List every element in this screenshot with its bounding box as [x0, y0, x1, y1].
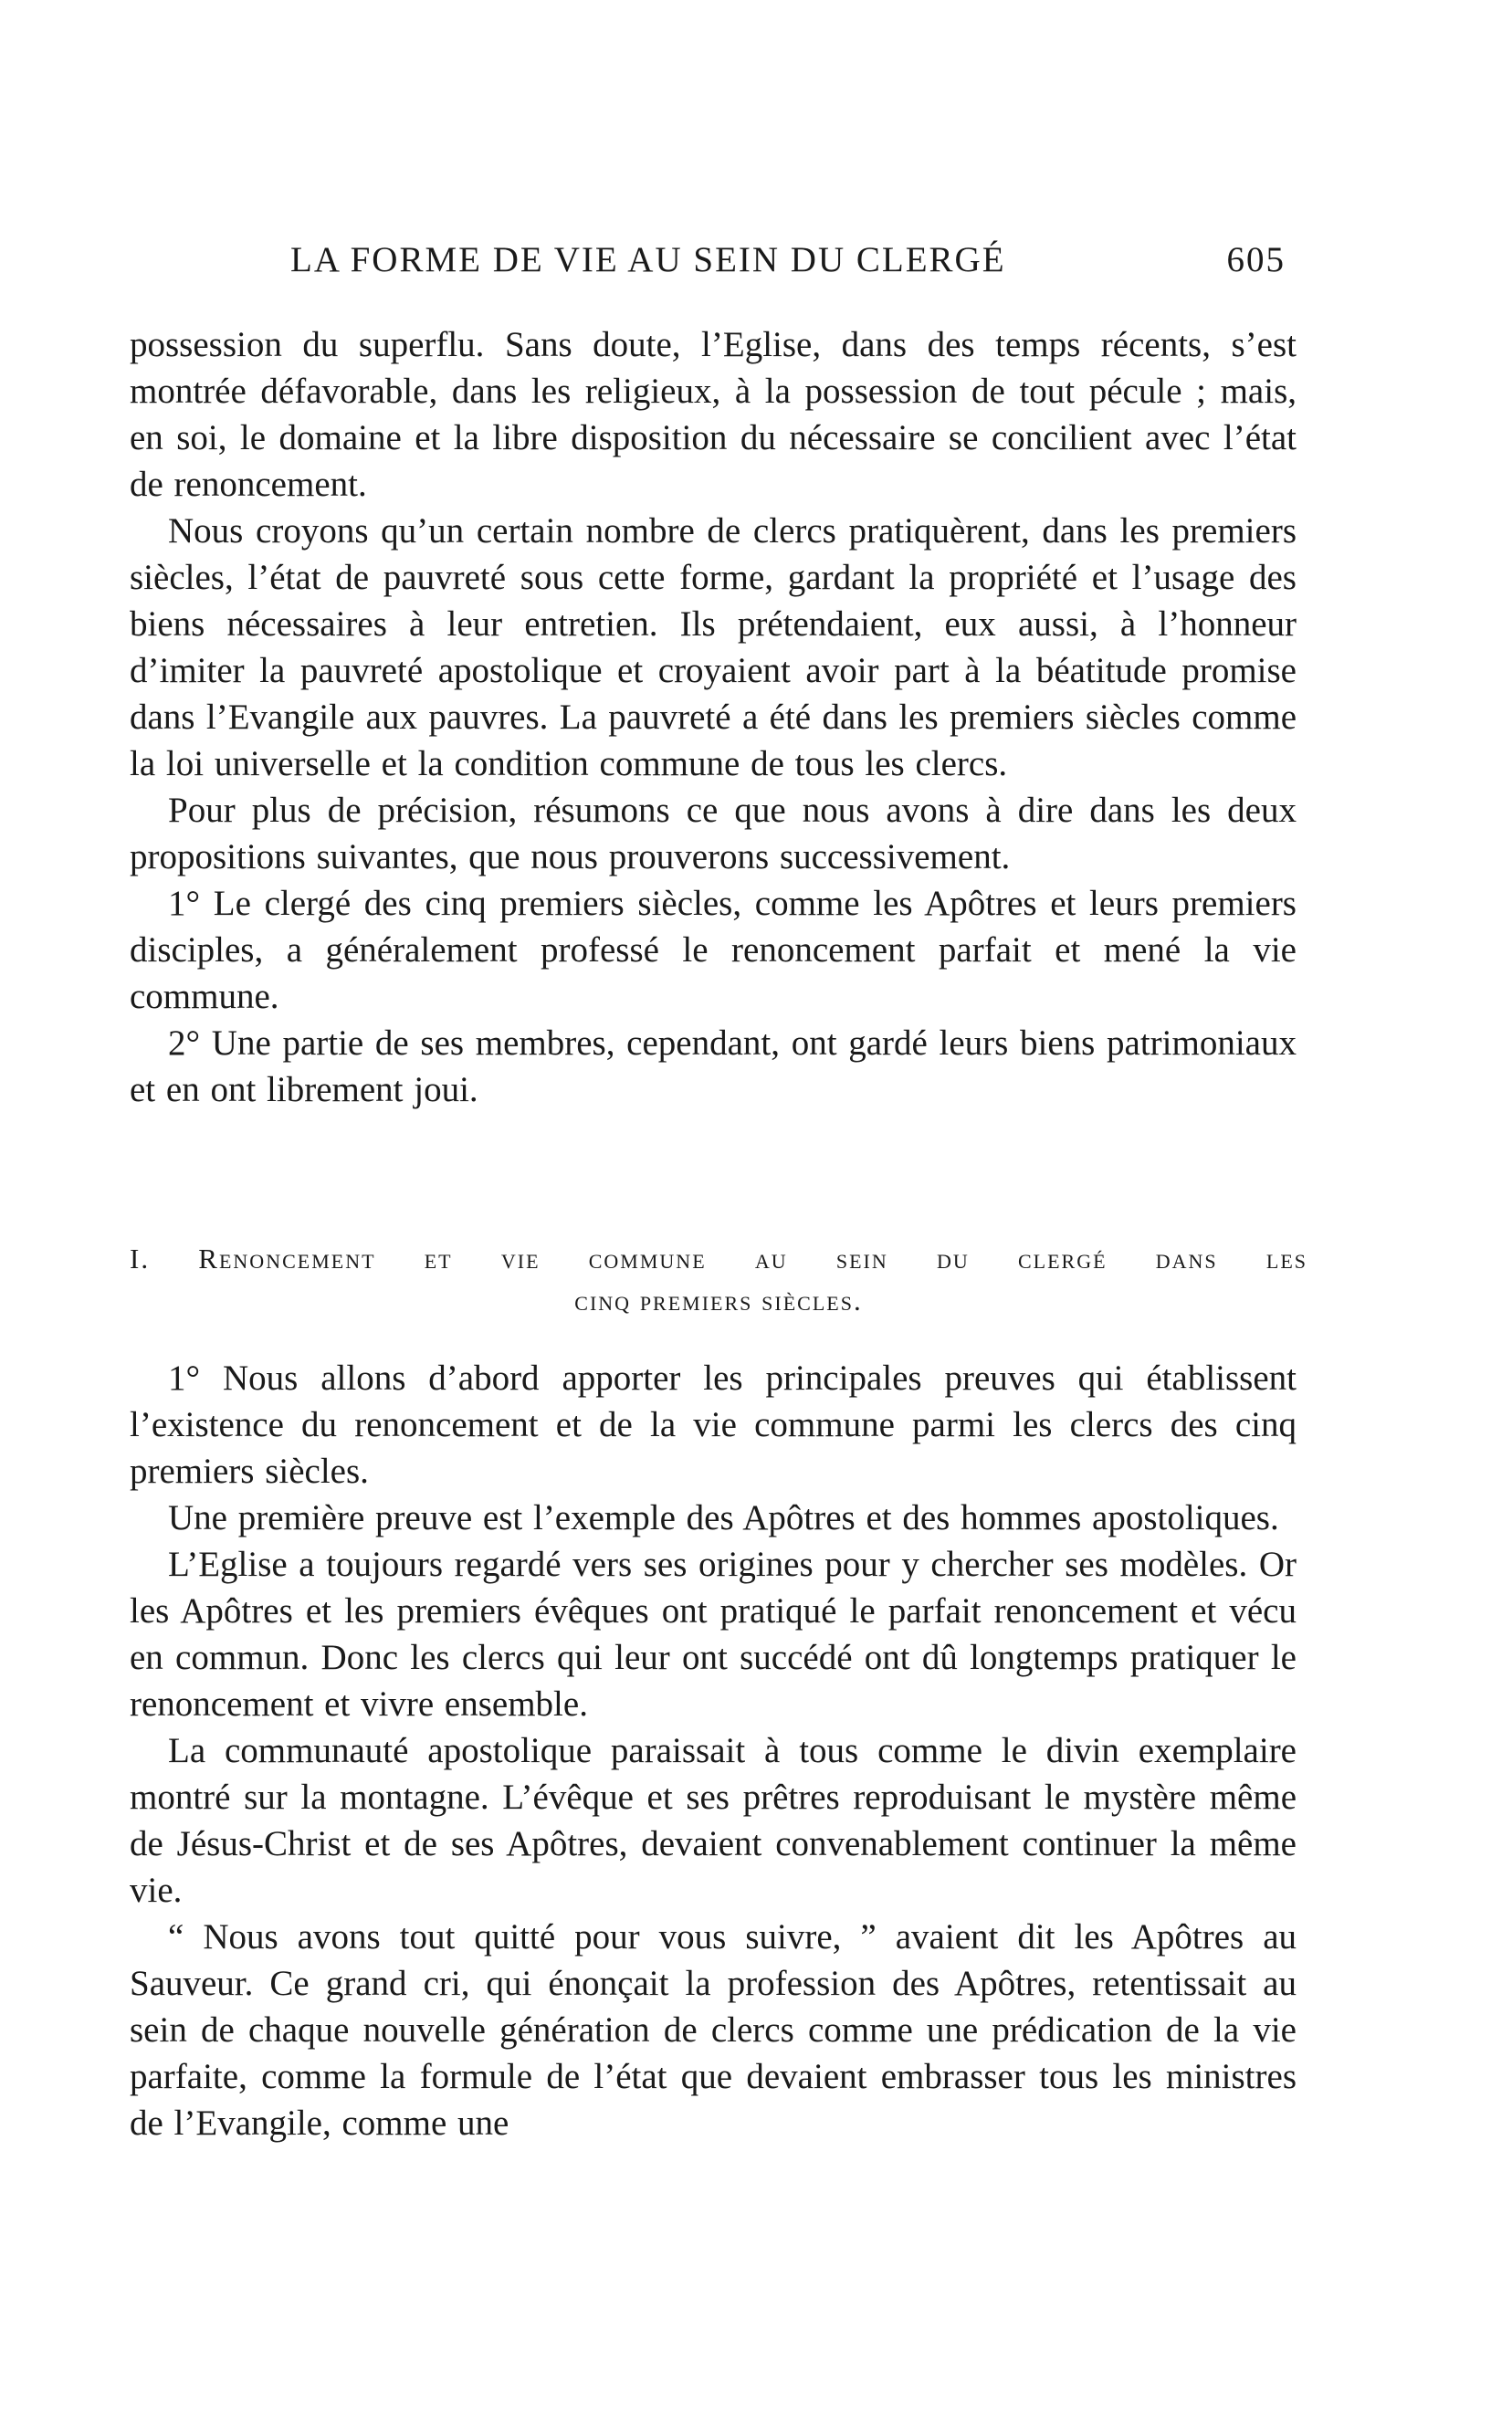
paragraph: Une première preuve est l’exemple des Apôtres et des hommes apostoliques. [168, 1498, 1279, 1537]
body-text-bottom [130, 1355, 1297, 2146]
paragraph: Nous croyons qu’un certain nombre de clercs pratiquèrent, dans les premiers siècles, l’état de pauvreté sous cette forme, gardant la propriété et l’usage des biens nécessaires à leur entretien. Ils prétendaient, eux aussi, à l’honneur d’imiter la pauvreté apostolique et croyaient avoir part à la béatitude promise dans l’Evangile aux pauvres. La pauvreté a été dans les premiers siècles comme la loi universelle et la condition commune de tous les clercs. [130, 511, 1297, 783]
paragraph: 1° Le clergé des cinq premiers siècles, comme les Apôtres et leurs premiers disciples, a généralement professé le renoncement parfait et mené la vie commune. [130, 884, 1297, 1016]
section-heading-block [130, 1238, 1307, 1322]
paragraph: “ Nous avons tout quitté pour vous suivre, ” avaient dit les Apôtres au Sauveur. Ce grand cri, qui énonçait la profession des Apôtres, retentissait au sein de chaque nouvelle génération de clercs comme une prédication de la vie parfaite, comme la formule de l’état que devaient embrasser tous les ministres de l’Evangile, comme une [130, 1917, 1297, 2143]
paragraph: 1° Nous allons d’abord apporter les principales preuves qui établissent l’existence du renoncement et de la vie commune parmi les clercs des cinq premiers siècles. [130, 1359, 1297, 1491]
section-heading-line2: cinq premiers siècles. [574, 1285, 863, 1317]
section-heading [130, 1238, 1307, 1322]
running-head [290, 239, 1286, 285]
page-number: 605 [1226, 240, 1286, 279]
paragraph: possession du superflu. Sans doute, l’Eglise, dans des temps récents, s’est montrée défavorable, dans les religieux, à la possession de tout pécule ; mais, en soi, le domaine et la libre disposition du nécessaire se concilient avec l’état de renoncement. [130, 325, 1297, 504]
paragraph: L’Eglise a toujours regardé vers ses origines pour y chercher ses modèles. Or les Apôtres et les premiers évêques ont pratiqué le parfait renoncement et vécu en commun. Donc les clercs qui leur ont succédé ont dû longtemps pratiquer le renoncement et vivre ensemble. [130, 1545, 1297, 1724]
paragraph: La communauté apostolique paraissait à tous comme le divin exemplaire montré sur la montagne. L’évêque et ses prêtres reproduisant le mystère même de Jésus-Christ et de ses Apôtres, devaient convenablement continuer la même vie. [130, 1731, 1297, 1910]
body-text-top [130, 321, 1297, 1113]
section-heading-line1: I. Renoncement et vie commune au sein du clergé dans les [130, 1243, 1307, 1275]
running-title: LA FORME DE VIE AU SEIN DU CLERGÉ [290, 240, 1006, 279]
paragraph: Pour plus de précision, résumons ce que nous avons à dire dans les deux propositions suivantes, que nous prouverons successivement. [130, 791, 1297, 876]
paragraph: 2° Une partie de ses membres, cependant, ont gardé leurs biens patrimoniaux et en ont librement joui. [130, 1023, 1297, 1109]
